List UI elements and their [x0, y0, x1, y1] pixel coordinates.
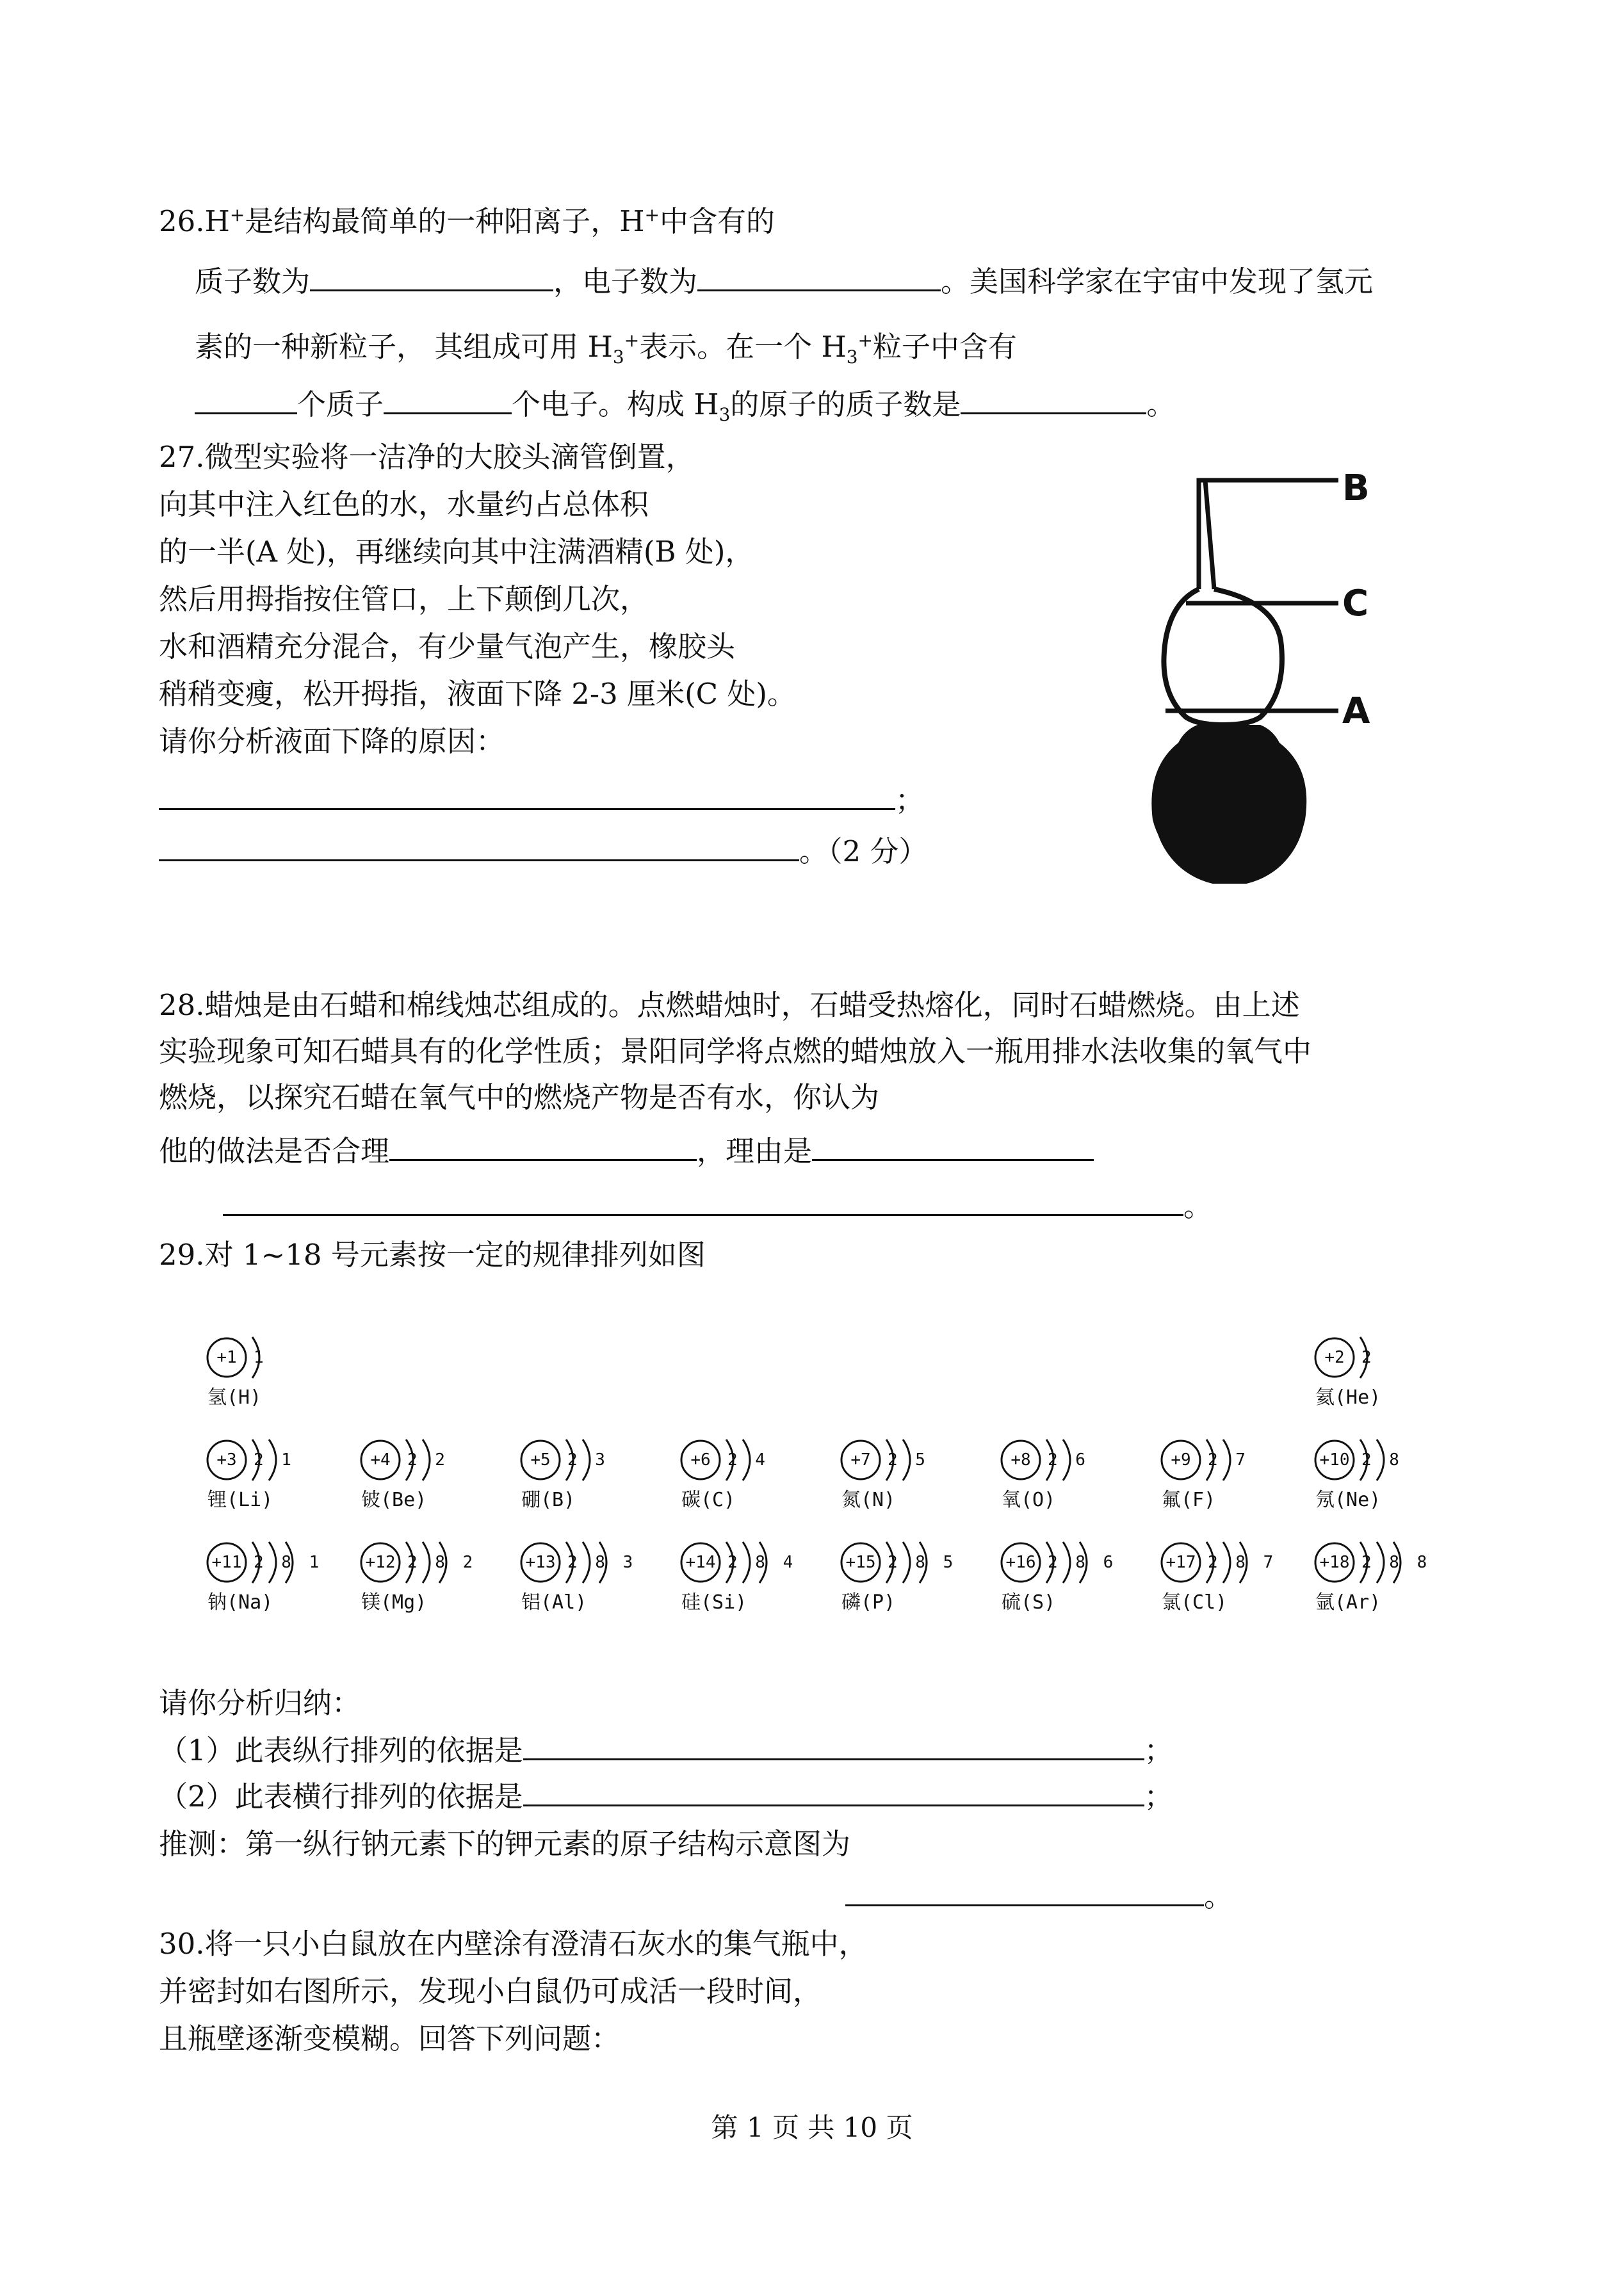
blank-proton-count[interactable] [310, 261, 553, 291]
q28-line5: 。 [223, 1186, 1212, 1226]
atom-diagram [1310, 1434, 1451, 1511]
diagram-label-c: C [1342, 583, 1369, 624]
atom-element-name: 氧(O) [1002, 1489, 1056, 1511]
q26-line2: 质子数为 ，电子数为 。美国科学家在宇宙中发现了氢元 [195, 261, 1373, 301]
atom-electron-shells: 2 1 [254, 1450, 295, 1470]
q28-line4: 他的做法是否合理 ，理由是 [159, 1131, 1094, 1171]
q28-line2: 实验现象可知石蜡具有的化学性质；景阳同学将点燃的蜡烛放入一瓶用排水法收集的氧气中 [159, 1034, 1312, 1068]
q27-line7: 请你分析液面下降的原因： [159, 724, 505, 758]
blank-electron-count[interactable] [697, 261, 941, 291]
atom-diagram [202, 1332, 343, 1409]
atom-element-name: 氯(Cl) [1162, 1591, 1228, 1614]
q30-line2: 并密封如右图所示，发现小白鼠仍可成活一段时间， [159, 1974, 822, 2008]
atom-diagram [356, 1434, 497, 1511]
q29-infer-answer: 。 [845, 1876, 1233, 1916]
atom-nucleus-charge: +6 [690, 1450, 711, 1470]
atom-electron-shells: 2 5 [888, 1450, 929, 1470]
q28-line1: 28.蜡烛是由石蜡和棉线烛芯组成的。点燃蜡烛时，石蜡受热熔化，同时石蜡燃烧。由上述 [159, 988, 1300, 1022]
q27-line2: 向其中注入红色的水，水量约占总体积 [159, 487, 649, 521]
atom-element-name: 氮(N) [841, 1489, 896, 1511]
atom-nucleus-charge: +10 [1319, 1450, 1350, 1470]
atom-nucleus-charge: +5 [530, 1450, 551, 1470]
atom-diagram [516, 1537, 657, 1614]
atom-nucleus-charge: +13 [525, 1553, 556, 1572]
atom-diagram [676, 1434, 817, 1511]
diagram-label-b: B [1342, 467, 1370, 509]
q29-part1: （1）此表纵行排列的依据是 ； [159, 1730, 1173, 1770]
dropper-diagram [1127, 461, 1422, 884]
atom-nucleus-charge: +16 [1005, 1553, 1036, 1572]
atom-diagram [1310, 1537, 1451, 1614]
atom-nucleus-charge: +4 [370, 1450, 391, 1470]
atom-electron-shells: 2 8 4 [727, 1553, 797, 1572]
atom-electron-shells: 2 8 5 [888, 1553, 957, 1572]
atom-nucleus-charge: +12 [365, 1553, 396, 1572]
q26-line3: 素的一种新粒子， 其组成可用 $H_3^+$表示。在一个 $H_3^+$粒子中含有 [195, 330, 1018, 368]
atom-electron-shells: 2 8 8 [1361, 1553, 1431, 1572]
q27-line4: 然后用拇指按住管口，上下颠倒几次， [159, 582, 649, 616]
atom-nucleus-charge: +11 [211, 1553, 242, 1572]
atom-diagram [1157, 1537, 1297, 1614]
blank-q28-reasonable[interactable] [389, 1131, 697, 1161]
atom-element-name: 铍(Be) [361, 1489, 427, 1511]
atom-electron-shells: 2 6 [1048, 1450, 1089, 1470]
atom-electron-shells: 2 8 7 [1208, 1553, 1278, 1572]
atom-nucleus-charge: +9 [1171, 1450, 1191, 1470]
blank-h-atom-protons[interactable] [961, 384, 1146, 414]
q26-line1: 26.H+是结构最简单的一种阳离子，H+中含有的 [159, 204, 775, 238]
blank-q28-reason-cont[interactable] [223, 1186, 1183, 1216]
atom-element-name: 氢(H) [207, 1386, 262, 1409]
atom-element-name: 氩(Ar) [1315, 1591, 1381, 1614]
atom-nucleus-charge: +7 [850, 1450, 871, 1470]
atom-diagram [836, 1434, 977, 1511]
atom-element-name: 硫(S) [1002, 1591, 1056, 1614]
q30-line3: 且瓶壁逐渐变模糊。回答下列问题： [159, 2022, 621, 2056]
q28-line3: 燃烧，以探究石蜡在氧气中的燃烧产物是否有水，你认为 [159, 1080, 880, 1114]
q29-infer: 推测：第一纵行钠元素下的钾元素的原子结构示意图为 [159, 1827, 851, 1861]
q26-line4: 个质子 个电子。构成 $H_3$的原子的质子数是 。 [195, 384, 1175, 434]
atom-element-name: 氖(Ne) [1315, 1489, 1381, 1511]
atom-element-name: 镁(Mg) [361, 1591, 427, 1614]
atom-diagram [836, 1537, 977, 1614]
atom-nucleus-charge: +3 [216, 1450, 237, 1470]
diagram-label-a: A [1342, 690, 1370, 732]
blank-h3-electrons[interactable] [384, 384, 512, 414]
blank-q28-reason[interactable] [812, 1131, 1094, 1161]
atom-nucleus-charge: +1 [216, 1348, 237, 1367]
atom-element-name: 磷(P) [841, 1591, 896, 1614]
q29-title: 29.对 1~18 号元素按一定的规律排列如图 [159, 1238, 706, 1272]
atom-electron-shells: 2 7 [1208, 1450, 1249, 1470]
atom-element-name: 硼(B) [521, 1489, 576, 1511]
atom-nucleus-charge: +2 [1324, 1348, 1345, 1367]
blank-q27-reason1[interactable] [159, 780, 895, 810]
atom-nucleus-charge: +17 [1165, 1553, 1196, 1572]
atom-nucleus-charge: +18 [1319, 1553, 1350, 1572]
q27-line3: 的一半(A 处)，再继续向其中注满酒精(B 处)， [159, 535, 754, 569]
atom-element-name: 碳(C) [681, 1489, 736, 1511]
blank-q29-row-basis[interactable] [523, 1776, 1144, 1806]
atom-diagram [676, 1537, 817, 1614]
atom-diagram [1310, 1332, 1451, 1409]
q27-answer-line1: ； [159, 780, 924, 820]
q27-line5: 水和酒精充分混合，有少量气泡产生，橡胶头 [159, 629, 736, 663]
blank-h3-protons[interactable] [195, 384, 297, 414]
atom-diagram [1157, 1434, 1297, 1511]
atom-element-name: 铝(Al) [521, 1591, 587, 1614]
atom-diagram [202, 1537, 343, 1614]
atom-element-name: 钠(Na) [207, 1591, 273, 1614]
q29-analyze: 请你分析归纳： [159, 1686, 361, 1720]
atom-element-name: 氦(He) [1315, 1386, 1381, 1409]
rubber-bulb [1154, 734, 1305, 884]
atom-diagram [202, 1434, 343, 1511]
blank-q29-column-basis[interactable] [523, 1730, 1144, 1760]
q27-line6: 稍稍变瘦，松开拇指，液面下降 2-3 厘米(C 处)。 [159, 677, 796, 711]
atom-electron-shells: 2 3 [567, 1450, 609, 1470]
blank-q29-potassium[interactable] [845, 1876, 1204, 1906]
q30-line1: 30.将一只小白鼠放在内壁涂有澄清石灰水的集气瓶中， [159, 1927, 868, 1961]
atom-diagram [996, 1537, 1137, 1614]
page-footer: 第 1 页 共 10 页 [711, 2112, 913, 2143]
atom-diagram [356, 1537, 497, 1614]
atom-electron-shells: 2 8 2 [407, 1553, 477, 1572]
atom-nucleus-charge: +8 [1011, 1450, 1031, 1470]
q27-line1: 27.微型实验将一洁净的大胶头滴管倒置， [159, 440, 695, 474]
atom-electron-shells: 2 8 1 [254, 1553, 323, 1572]
atom-electron-shells: 2 2 [407, 1450, 449, 1470]
q29-part2: （2）此表横行排列的依据是 ； [159, 1776, 1173, 1816]
atom-electron-shells: 2 4 [727, 1450, 769, 1470]
atom-nucleus-charge: +14 [685, 1553, 716, 1572]
atom-electron-shells: 2 8 [1361, 1450, 1403, 1470]
atom-electron-shells: 2 [1361, 1348, 1376, 1367]
blank-q27-reason2[interactable] [159, 831, 799, 861]
atom-electron-shells: 1 [254, 1348, 268, 1367]
atom-electron-shells: 2 8 6 [1048, 1553, 1117, 1572]
atom-element-name: 硅(Si) [681, 1591, 747, 1614]
atom-nucleus-charge: +15 [845, 1553, 876, 1572]
q27-answer-line2: 。（2 分） [159, 831, 927, 871]
atom-diagram [996, 1434, 1137, 1511]
atom-electron-shells: 2 8 3 [567, 1553, 637, 1572]
atom-element-name: 锂(Li) [207, 1489, 273, 1511]
atom-element-name: 氟(F) [1162, 1489, 1216, 1511]
atom-diagram [516, 1434, 657, 1511]
